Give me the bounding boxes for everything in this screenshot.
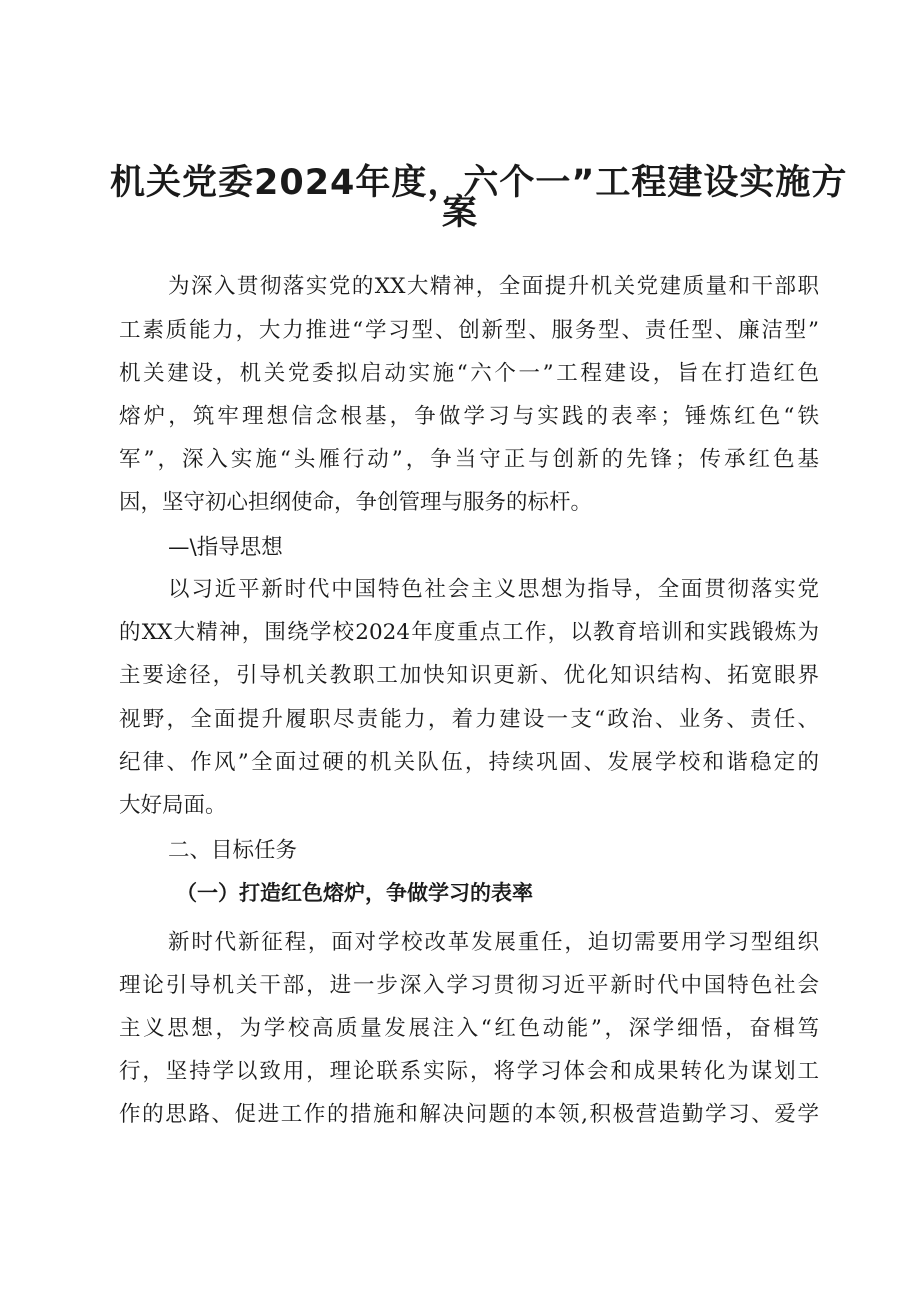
intro-line-2: 工素质能力，大力推进“学习型、创新型、服务型、责任型、廉洁型” — [119, 318, 819, 343]
subsection1-line-1: 新时代新征程，面对学校改革发展重任，迫切需要用学习型组织 — [168, 930, 819, 955]
subsection-heading-red-furnace: （一）打造红色熔炉，争做学习的表率 — [176, 880, 533, 905]
section-heading-guiding-thought: —\指导思想 — [168, 535, 283, 560]
section1-line-4: 视野，全面提升履职尽责能力，着力建设一支“政治、业务、责任、 — [119, 707, 819, 732]
section-heading-goals-tasks: 二、目标任务 — [168, 838, 298, 863]
intro-line-6: 因，坚守初心担纲使命，争创管理与服务的标杆。 — [119, 490, 593, 515]
subsection1-line-4: 行，坚持学以致用，理论联系实际，将学习体会和成果转化为谋划工 — [119, 1059, 819, 1084]
intro-line-1: 为深入贯彻落实党的XX大精神，全面提升机关党建质量和干部职 — [168, 274, 819, 299]
section1-line-6: 大好局面。 — [119, 793, 227, 818]
section1-line-2: 的XX大精神，围绕学校2024年度重点工作，以教育培训和实践锻炼为 — [119, 620, 819, 645]
intro-line-3: 机关建设，机关党委拟启动实施“六个一”工程建设，旨在打造红色 — [119, 361, 819, 386]
intro-line-5: 军”，深入实施“头雁行动”，争当守正与创新的先锋；传承红色基 — [119, 447, 819, 472]
document-title-line-1: 机关党委2024年度，六个一”工程建设实施方 — [110, 163, 848, 203]
subsection1-line-2: 理论引导机关干部，进一步深入学习贯彻习近平新时代中国特色社会 — [119, 973, 819, 998]
section1-line-5: 纪律、作风”全面过硬的机关队伍，持续巩固、发展学校和谐稳定的 — [119, 750, 819, 775]
document-title-line-2: 案 — [441, 193, 478, 233]
intro-line-4: 熔炉，筑牢理想信念根基，争做学习与实践的表率；锤炼红色“铁 — [119, 404, 819, 429]
subsection1-line-5: 作的思路、促进工作的措施和解决问题的本领,积极营造勤学习、爱学 — [119, 1102, 819, 1127]
subsection1-line-3: 主义思想，为学校高质量发展注入“红色动能”，深学细悟，奋楫笃 — [119, 1016, 819, 1041]
section1-line-3: 主要途径，引导机关教职工加快知识更新、优化知识结构、拓宽眼界 — [119, 663, 819, 688]
section1-line-1: 以习近平新时代中国特色社会主义思想为指导，全面贯彻落实党 — [168, 577, 819, 602]
